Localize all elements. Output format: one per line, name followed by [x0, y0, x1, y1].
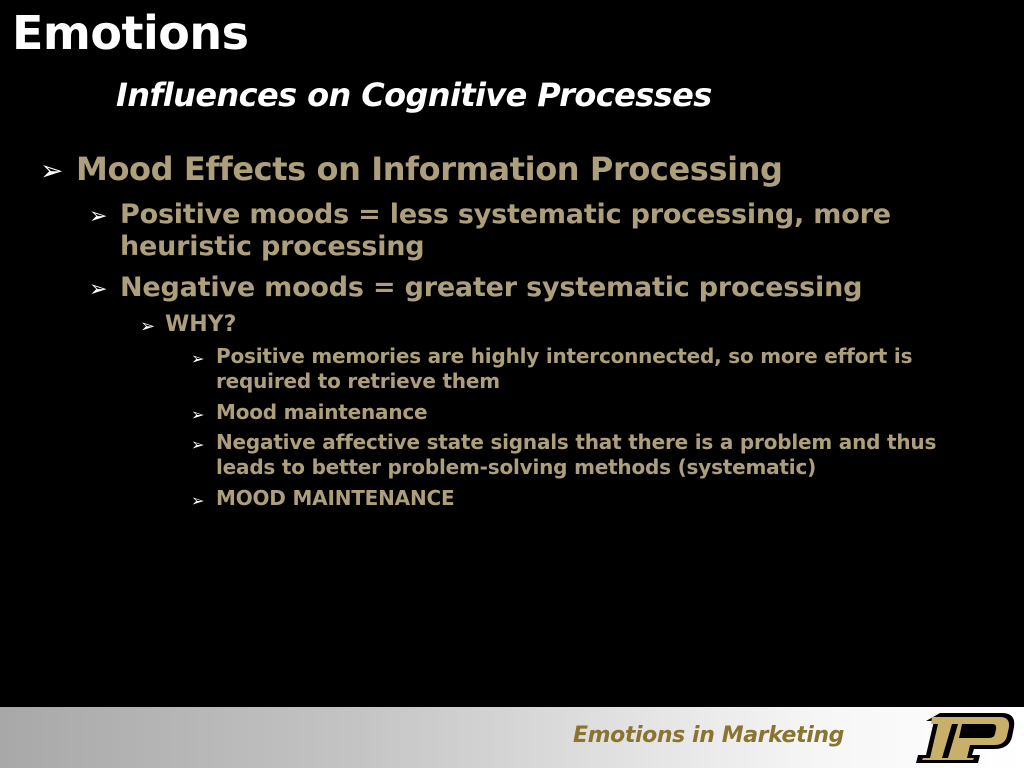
bullet-level2	[89, 272, 969, 304]
slide-subtitle: Influences on Cognitive Processes	[116, 76, 712, 114]
purdue-p-logo-icon	[914, 711, 1018, 765]
bullet-text: MOOD MAINTENANCE	[216, 486, 455, 510]
bullet-level3	[140, 311, 940, 339]
arrow-bullet-icon: ➢	[191, 349, 205, 368]
bullet-level4	[191, 486, 971, 511]
arrow-bullet-icon: ➢	[191, 405, 205, 424]
bullet-level1	[40, 150, 980, 188]
bullet-text: WHY?	[165, 312, 237, 337]
arrow-bullet-icon: ➢	[89, 277, 108, 302]
arrow-bullet-icon: ➢	[191, 491, 205, 510]
bullet-level4	[191, 344, 971, 394]
footer-bar	[0, 707, 1024, 768]
bullet-text: Negative affective state signals that there is a problem and thus leads to better problem-solving methods (systematic)	[216, 430, 937, 479]
arrow-bullet-icon: ➢	[191, 435, 205, 454]
footer-text: Emotions in Marketing	[573, 723, 844, 748]
bullet-text: Mood Effects on Information Processing	[76, 150, 783, 188]
bullet-text: Positive moods = less systematic processing, more heuristic processing	[120, 199, 891, 262]
bullet-text: Negative moods = greater systematic processing	[120, 272, 863, 303]
bullet-level4	[191, 430, 971, 480]
arrow-bullet-icon: ➢	[140, 316, 156, 337]
slide-title: Emotions	[12, 6, 249, 60]
bullet-text: Positive memories are highly interconnected, so more effort is required to retrieve them	[216, 344, 913, 393]
bullet-level4	[191, 400, 971, 425]
bullet-text: Mood maintenance	[216, 400, 428, 424]
bullet-level2	[89, 199, 969, 263]
arrow-bullet-icon: ➢	[89, 204, 108, 229]
arrow-bullet-icon: ➢	[40, 154, 64, 187]
